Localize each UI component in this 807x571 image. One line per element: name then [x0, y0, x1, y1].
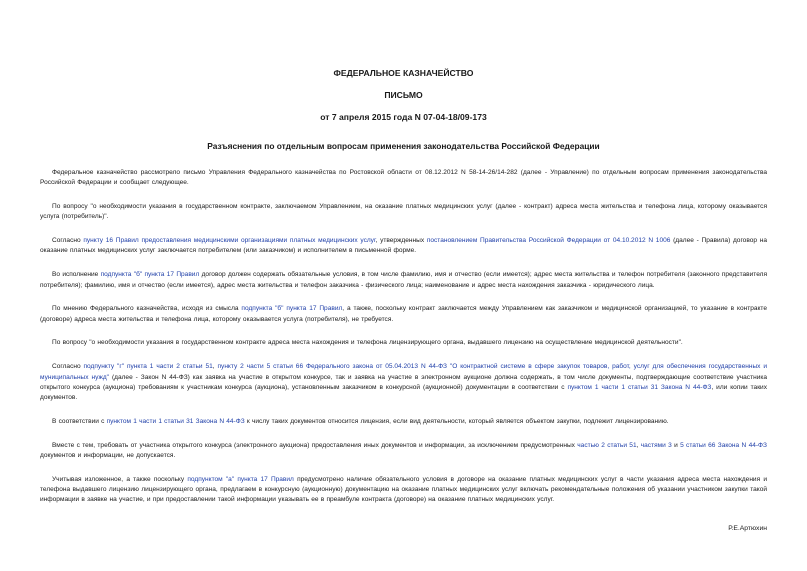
- legal-reference-link[interactable]: пунктом 1 части 1 статьи 31 Закона N 44-ФЗ: [106, 417, 245, 425]
- paragraph-text: Учитывая изложенное, а также поскольку: [52, 475, 188, 483]
- paragraph-text: , а также, поскольку контракт заключается между Управлением как заказчиком и медицинской организацией, то указание в контракте (договоре) адреса места жительства и телефона лица, которому оказывается услуга (потребителя), не требуется.: [40, 305, 767, 323]
- paragraph-text: В соответствии с: [52, 417, 107, 425]
- paragraph-text: к числу таких документов относится лицензия, если вид деятельности, который является объектом закупки, подлежит лицензированию.: [244, 417, 669, 425]
- document-body: [40, 168, 767, 506]
- paragraph-text: документов и информации, не допускается.: [40, 452, 176, 460]
- document-title: Разъяснения по отдельным вопросам применения законодательства Российской Федерации: [207, 141, 600, 151]
- paragraph-text: Согласно: [52, 237, 84, 245]
- legal-reference-link[interactable]: подпункта "б" пункта 17 Правил: [100, 271, 200, 279]
- legal-reference-link[interactable]: подпункта "б" пункта 17 Правил: [241, 305, 343, 313]
- paragraph-text: и: [671, 441, 681, 449]
- body-paragraph: [40, 304, 767, 325]
- paragraph-text: (далее - Правила) договор на оказание платных медицинских услуг заключается потребителем (или заказчиком) и исполнителем в письменной форме.: [40, 237, 767, 255]
- legal-reference-link[interactable]: пункту 16 Правил предоставления медицинскими организациями платных медицинских услуг: [83, 237, 376, 245]
- paragraph-text: По вопросу "о необходимости указания в государственном контракте адреса места нахождения и телефона лицензирующего органа, выдавшего лицензию на осуществление медицинской деятельности".: [52, 339, 683, 347]
- document-date-number: от 7 апреля 2015 года N 07-04-18/09-173: [320, 112, 487, 122]
- legal-reference-link[interactable]: 5 статьи 66 Закона N 44-ФЗ: [680, 441, 767, 449]
- legal-reference-link[interactable]: подпункту "г" пункта 1 части 2 статьи 51: [83, 363, 213, 371]
- legal-reference-link[interactable]: постановлением Правительства Российской Федерации от 04.10.2012 N 1006: [426, 237, 671, 245]
- paragraph-text: договор должен содержать обязательные условия, в том числе фамилию, имя и отчество (если имеется); адрес места жительства и телефон потребителя (законного представителя потребителя); фамилию, имя и отчество (если имеется), адрес места жительства и телефон заказчика - физического лица; наименование и адрес места нахождения заказчика - юридического лица.: [40, 271, 767, 289]
- paragraph-text: ,: [212, 363, 218, 371]
- signature: Р.Е.Артюхин: [728, 525, 767, 532]
- body-paragraph: [40, 270, 767, 291]
- document-type-heading: ПИСЬМО: [384, 90, 423, 100]
- body-paragraph: [40, 338, 767, 348]
- paragraph-text: предусмотрено наличие обязательного условия в договоре на оказание платных медицинских услуг в части указания адреса места нахождения и телефона выдавшего лицензию лицензирующего органа, предлагаем в конкурсную (аукционную) документацию на оказание платных медицинских услуг включать рекомендательные положения об указании участником закупки такой информации в заявке на участие, и при предоставлении такой информации указывать ее в преамбуле контракта (договоре) на оказание платных медицинских услуг.: [40, 475, 767, 504]
- legal-reference-link[interactable]: пункту 2 части 5 статьи 66 Федерального закона от 05.04.2013 N 44-ФЗ "О контрактной системе в сфере закупок товаров, работ, услуг для обеспечения государственных и муниципальных нужд": [40, 363, 767, 381]
- legal-reference-link[interactable]: подпунктом "а" пункта 17 Правил: [187, 475, 294, 483]
- paragraph-text: По вопросу "о необходимости указания в государственном контракте, заключаемом Управлением, на оказание платных медицинских услуг (далее - контракт) адреса места жительства и телефона лица, которому оказывается услуга (потребитель)".: [40, 203, 767, 221]
- issuer-heading: ФЕДЕРАЛЬНОЕ КАЗНАЧЕЙСТВО: [333, 68, 474, 78]
- paragraph-text: , или копии таких документов.: [40, 383, 767, 402]
- body-paragraph: [40, 202, 767, 223]
- paragraph-text: Во исполнение: [52, 271, 101, 279]
- body-paragraph: [40, 417, 767, 427]
- legal-reference-link[interactable]: пунктом 1 части 1 статьи 31 Закона N 44-ФЗ: [567, 383, 712, 391]
- paragraph-text: ,: [636, 441, 641, 449]
- paragraph-text: По мнению Федерального казначейства, исходя из смысла: [52, 305, 242, 313]
- paragraph-text: Федеральное казначейство рассмотрело письмо Управления Федерального казначейства по Ростовской области от 08.12.2012 N 58-14-26/14-282 (далее - Управление) по отдельным вопросам применения законодательства Российской Федерации и сообщает следующее.: [40, 169, 767, 187]
- legal-reference-link[interactable]: частями 3: [640, 441, 672, 449]
- paragraph-text: (далее - Закон N 44-ФЗ) как заявка на участие в открытом конкурсе, так и заявка на участие в электронном аукционе должна содержать, в том числе документы, подтверждающие соответствие участника открытого конкурса (аукциона) требованиям к участникам конкурса (аукциона), установленным заказчиком в конкурсной (аукционной) документации в соответствии с: [40, 373, 768, 391]
- body-paragraph: [40, 236, 767, 257]
- legal-reference-link[interactable]: частью 2 статьи 51: [577, 441, 637, 449]
- body-paragraph: [40, 441, 767, 462]
- paragraph-text: Вместе с тем, требовать от участника открытого конкурса (электронного аукциона) предоставления иных документов и информации, за исключением предусмотренных: [52, 441, 578, 449]
- body-paragraph: [40, 362, 767, 403]
- body-paragraph: [40, 168, 767, 189]
- paragraph-text: Согласно: [52, 363, 84, 371]
- body-paragraph: [40, 475, 767, 506]
- paragraph-text: , утвержденных: [375, 237, 427, 245]
